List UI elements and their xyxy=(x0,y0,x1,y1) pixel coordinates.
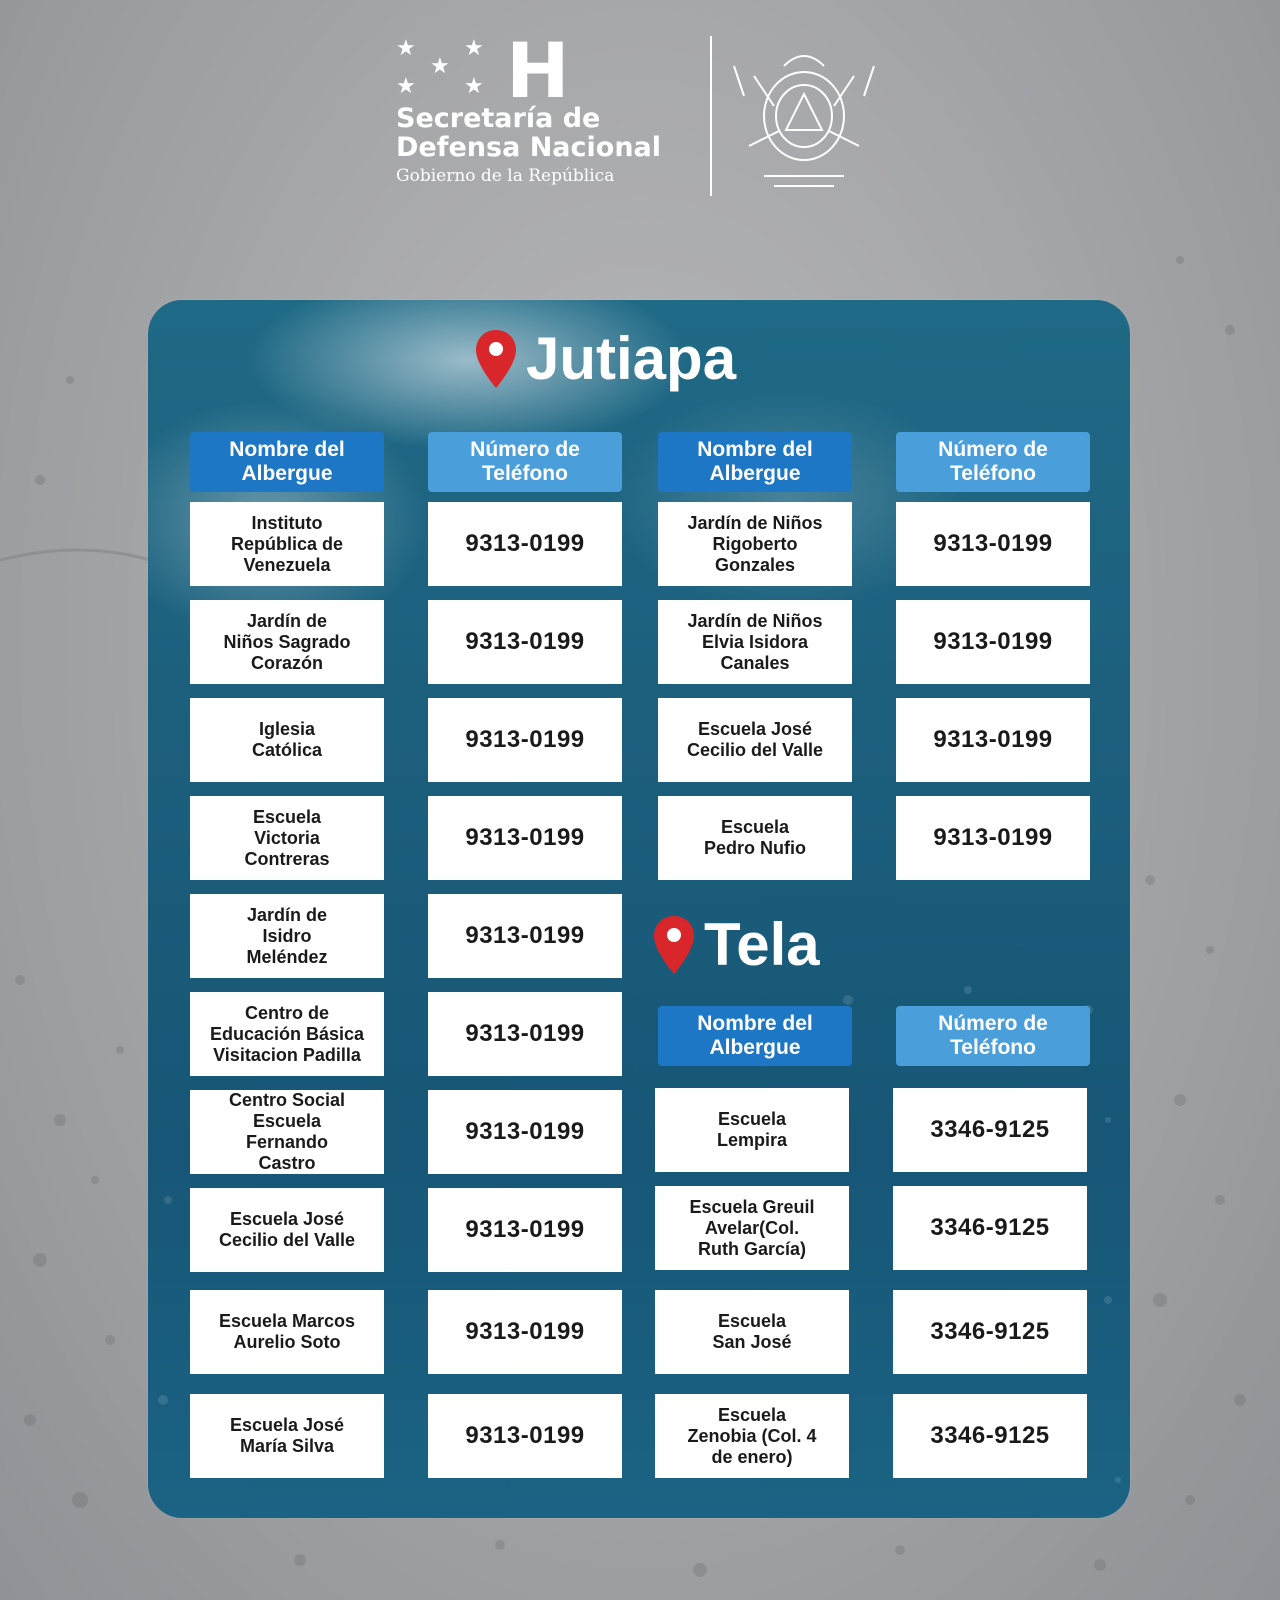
shelter-name-cell: Escuela Pedro Nufio xyxy=(658,796,852,880)
shelter-phone-cell: 9313-0199 xyxy=(428,992,622,1076)
shelter-name-cell: Escuela Greuil Avelar(Col. Ruth García) xyxy=(655,1186,849,1270)
tela-title xyxy=(652,910,820,979)
shelter-name-cell: Escuela San José xyxy=(655,1290,849,1374)
shelters-panel xyxy=(148,300,1130,1518)
shelter-name-cell: Escuela José María Silva xyxy=(190,1394,384,1478)
shelter-phone-cell: 3346-9125 xyxy=(893,1186,1087,1270)
tela-title-text: Tela xyxy=(704,911,820,978)
shelter-name-cell: Escuela Zenobia (Col. 4 de enero) xyxy=(655,1394,849,1478)
location-pin-icon xyxy=(652,914,696,976)
stars-icon: ★ ★ ★ ★ ★ xyxy=(396,36,484,99)
shelter-phone-cell: 9313-0199 xyxy=(896,796,1090,880)
header-divider xyxy=(710,36,712,196)
shelter-phone-cell: 9313-0199 xyxy=(896,600,1090,684)
shelter-phone-cell: 3346-9125 xyxy=(893,1088,1087,1172)
coat-of-arms-icon xyxy=(724,36,884,196)
shelter-name-cell: Escuela José Cecilio del Valle xyxy=(658,698,852,782)
agency-header xyxy=(396,26,886,196)
org-name-line2: Defensa Nacional xyxy=(396,132,662,163)
jutiapa-title xyxy=(474,324,736,393)
shelter-phone-cell: 9313-0199 xyxy=(428,600,622,684)
shelter-name-cell: Jardín de Isidro Meléndez xyxy=(190,894,384,978)
shelter-phone-cell: 9313-0199 xyxy=(428,698,622,782)
h-logo: H xyxy=(506,26,570,115)
jutiapa-title-text: Jutiapa xyxy=(526,325,737,392)
shelter-phone-cell: 9313-0199 xyxy=(428,1090,622,1174)
shelter-name-cell: Jardín de Niños Elvia Isidora Canales xyxy=(658,600,852,684)
org-subtitle: Gobierno de la República xyxy=(396,166,615,186)
jutiapa-phone-header: Número de Teléfono xyxy=(428,432,622,492)
shelter-phone-cell: 9313-0199 xyxy=(896,502,1090,586)
shelter-name-cell: Centro Social Escuela Fernando Castro xyxy=(190,1090,384,1174)
shelter-name-cell: Escuela Lempira xyxy=(655,1088,849,1172)
shelter-phone-cell: 9313-0199 xyxy=(428,894,622,978)
shelter-phone-cell: 9313-0199 xyxy=(428,1290,622,1374)
tela-phone-header: Número de Teléfono xyxy=(896,1006,1090,1066)
shelter-name-cell: Jardín de Niños Sagrado Corazón xyxy=(190,600,384,684)
shelter-phone-cell: 9313-0199 xyxy=(428,1188,622,1272)
jutiapa-name-header-right: Nombre del Albergue xyxy=(658,432,852,492)
tela-name-header: Nombre del Albergue xyxy=(658,1006,852,1066)
location-pin-icon xyxy=(474,328,518,390)
shelter-phone-cell: 3346-9125 xyxy=(893,1394,1087,1478)
shelter-name-cell: Centro de Educación Básica Visitacion Padilla xyxy=(190,992,384,1076)
shelter-phone-cell: 9313-0199 xyxy=(896,698,1090,782)
shelter-phone-cell: 9313-0199 xyxy=(428,1394,622,1478)
shelter-name-cell: Escuela Marcos Aurelio Soto xyxy=(190,1290,384,1374)
org-name-line1: Secretaría de xyxy=(396,103,601,134)
shelter-name-cell: Escuela José Cecilio del Valle xyxy=(190,1188,384,1272)
shelter-name-cell: Iglesia Católica xyxy=(190,698,384,782)
shelter-name-cell: Escuela Victoria Contreras xyxy=(190,796,384,880)
shelter-name-cell: Instituto República de Venezuela xyxy=(190,502,384,586)
jutiapa-phone-header-right: Número de Teléfono xyxy=(896,432,1090,492)
jutiapa-name-header: Nombre del Albergue xyxy=(190,432,384,492)
shelter-phone-cell: 3346-9125 xyxy=(893,1290,1087,1374)
shelter-phone-cell: 9313-0199 xyxy=(428,502,622,586)
shelter-phone-cell: 9313-0199 xyxy=(428,796,622,880)
shelter-name-cell: Jardín de Niños Rigoberto Gonzales xyxy=(658,502,852,586)
